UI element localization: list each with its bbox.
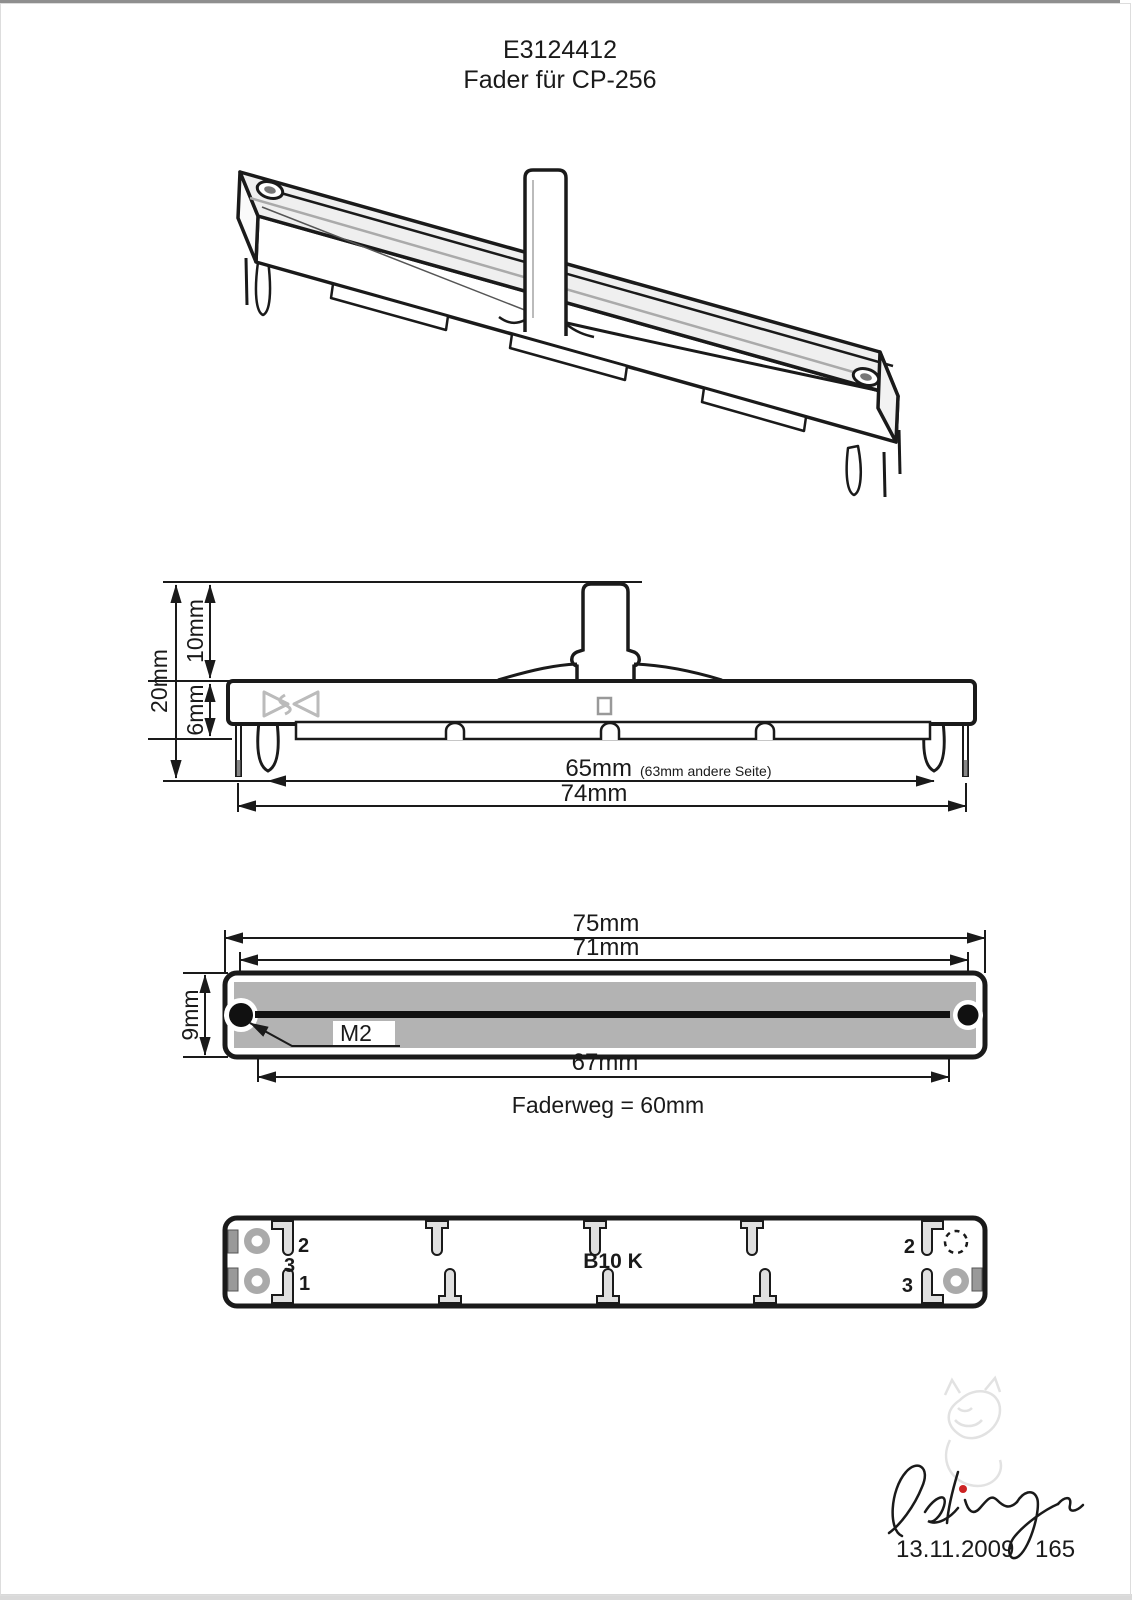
side-view <box>146 582 975 812</box>
top-view <box>177 910 985 1118</box>
bottom-edge-bar <box>0 1594 1132 1600</box>
pin-label-left-top: 2 <box>298 1235 310 1257</box>
pin-label-left-bottom: 1 <box>299 1273 311 1295</box>
bottom-right-edge-tab <box>972 1268 982 1291</box>
watermark <box>945 1378 1001 1486</box>
bottom-right-eyelet <box>943 1268 969 1294</box>
footer-sheet-number: 165 <box>1035 1536 1076 1563</box>
top-slot <box>255 1011 950 1018</box>
iso-left-pin <box>246 258 247 305</box>
side-foot-notch <box>446 723 464 740</box>
side-foot-notch <box>601 723 619 740</box>
dim-10mm-label: 10mm <box>182 599 208 663</box>
iso-left-solder-lug <box>256 260 270 315</box>
top-left-mount-hole <box>229 1003 253 1027</box>
dim-65mm-note: (63mm andere Seite) <box>640 763 772 779</box>
dim-71mm-label: 71mm <box>572 934 640 961</box>
pin-label-right-top: 2 <box>903 1236 915 1258</box>
dim-74mm-label: 74mm <box>560 780 628 807</box>
dim-20mm-label: 20mm <box>146 649 172 713</box>
iso-knob-stem <box>525 170 566 336</box>
drawing-title: E3124412 <box>502 36 618 64</box>
side-foot-notch <box>756 723 774 740</box>
dim-75mm-label: 75mm <box>572 910 640 937</box>
isometric-view <box>238 170 900 497</box>
m2-label: M2 <box>340 1020 372 1046</box>
side-body <box>228 681 975 724</box>
top-right-mount-hole <box>958 1005 979 1026</box>
fader-travel-label: Faderweg = 60mm <box>511 1092 705 1118</box>
side-right-pin-tip <box>964 760 968 776</box>
side-knob-skirt-right <box>634 664 722 680</box>
bottom-left-edge-tab <box>228 1268 238 1291</box>
iso-right-pin <box>884 452 885 497</box>
pin-label-left-mid: 3 <box>284 1255 296 1277</box>
dim-67mm-label: 67mm <box>571 1049 639 1076</box>
iso-right-solder-lug <box>847 446 861 495</box>
bottom-view <box>225 1218 985 1306</box>
signature-ink-dot <box>959 1485 967 1493</box>
footer-date: 13.11.2009 <box>896 1536 1015 1563</box>
iso-right-pin <box>899 430 900 474</box>
dim-65mm-label: 65mm <box>565 755 632 782</box>
pin-label-right-bottom: 3 <box>901 1275 913 1297</box>
side-knob-skirt-left <box>498 664 577 680</box>
drawing-subtitle: Fader für CP-256 <box>463 66 657 94</box>
dim-6mm-label: 6mm <box>182 684 208 736</box>
dim-9mm-label: 9mm <box>177 989 203 1041</box>
model-label: B10 K <box>583 1250 643 1273</box>
side-knob-stem <box>572 584 640 681</box>
side-left-pin-tip <box>237 760 241 776</box>
bottom-left-edge-tab <box>228 1230 238 1253</box>
side-left-solder-lug <box>258 722 279 771</box>
